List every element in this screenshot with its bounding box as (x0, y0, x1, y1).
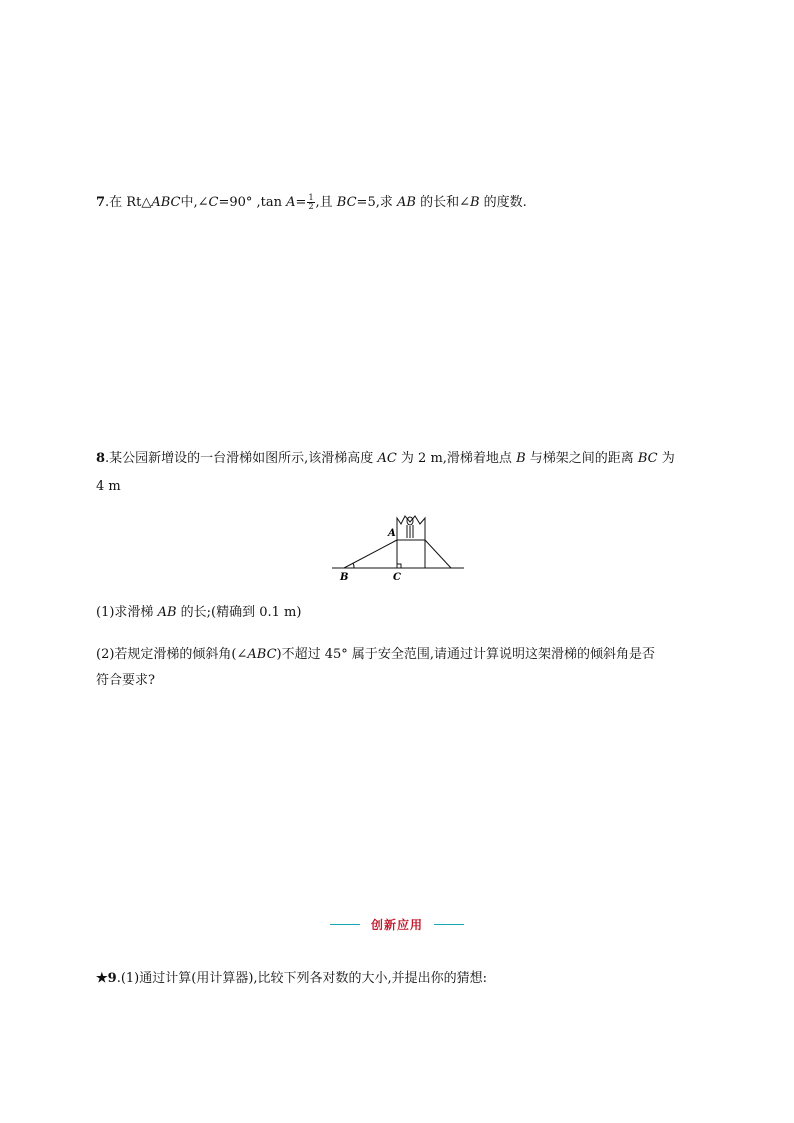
slide-ab (344, 540, 397, 568)
fraction: $\frac{1}{2}$ (308, 193, 314, 211)
question-9: ★9.(1)通过计算(用计算器),比较下列各对数的大小,并提出你的猜想: (96, 971, 488, 986)
question-8-part-2: (2)若规定滑梯的倾斜角(∠ABC)不超过 45° 属于安全范围,请通过计算说明这架滑梯的倾斜角是否 (96, 647, 656, 662)
angle-arc (353, 563, 354, 568)
question-number: 9 (107, 971, 117, 986)
slide-figure (330, 512, 466, 584)
star-icon: ★ (96, 971, 108, 986)
question-8-line-1: 8.某公园新增设的一台滑梯如图所示,该滑梯高度 AC 为 2 m,滑梯着地点 B 与梯架之间的距离 BC 为 (96, 451, 675, 466)
ladder-right (425, 540, 451, 568)
question-8-part-2-line-2: 符合要求? (96, 673, 155, 688)
question-8-part-1: (1)求滑梯 AB 的长;(精确到 0.1 m) (96, 605, 302, 620)
question-8-line-2: 4 m (96, 479, 121, 494)
label-c: C (393, 572, 401, 583)
question-7: 7.在 Rt△ABC中,∠C=90° ,tan A= $\frac{1}{2}$ ,且 BC=5,求 AB 的长和∠B 的度数. (96, 193, 527, 211)
section-rule-right (434, 924, 464, 925)
section-rule-left (330, 924, 360, 925)
question-number: 7 (96, 195, 106, 210)
section-heading (330, 916, 464, 936)
label-a: A (388, 528, 396, 539)
railing-ring (407, 517, 413, 525)
section-title: 创新应用 (370, 918, 423, 932)
right-angle-mark (397, 564, 401, 568)
label-b: B (340, 572, 349, 583)
railing (397, 516, 425, 540)
question-number: 8 (96, 451, 106, 466)
